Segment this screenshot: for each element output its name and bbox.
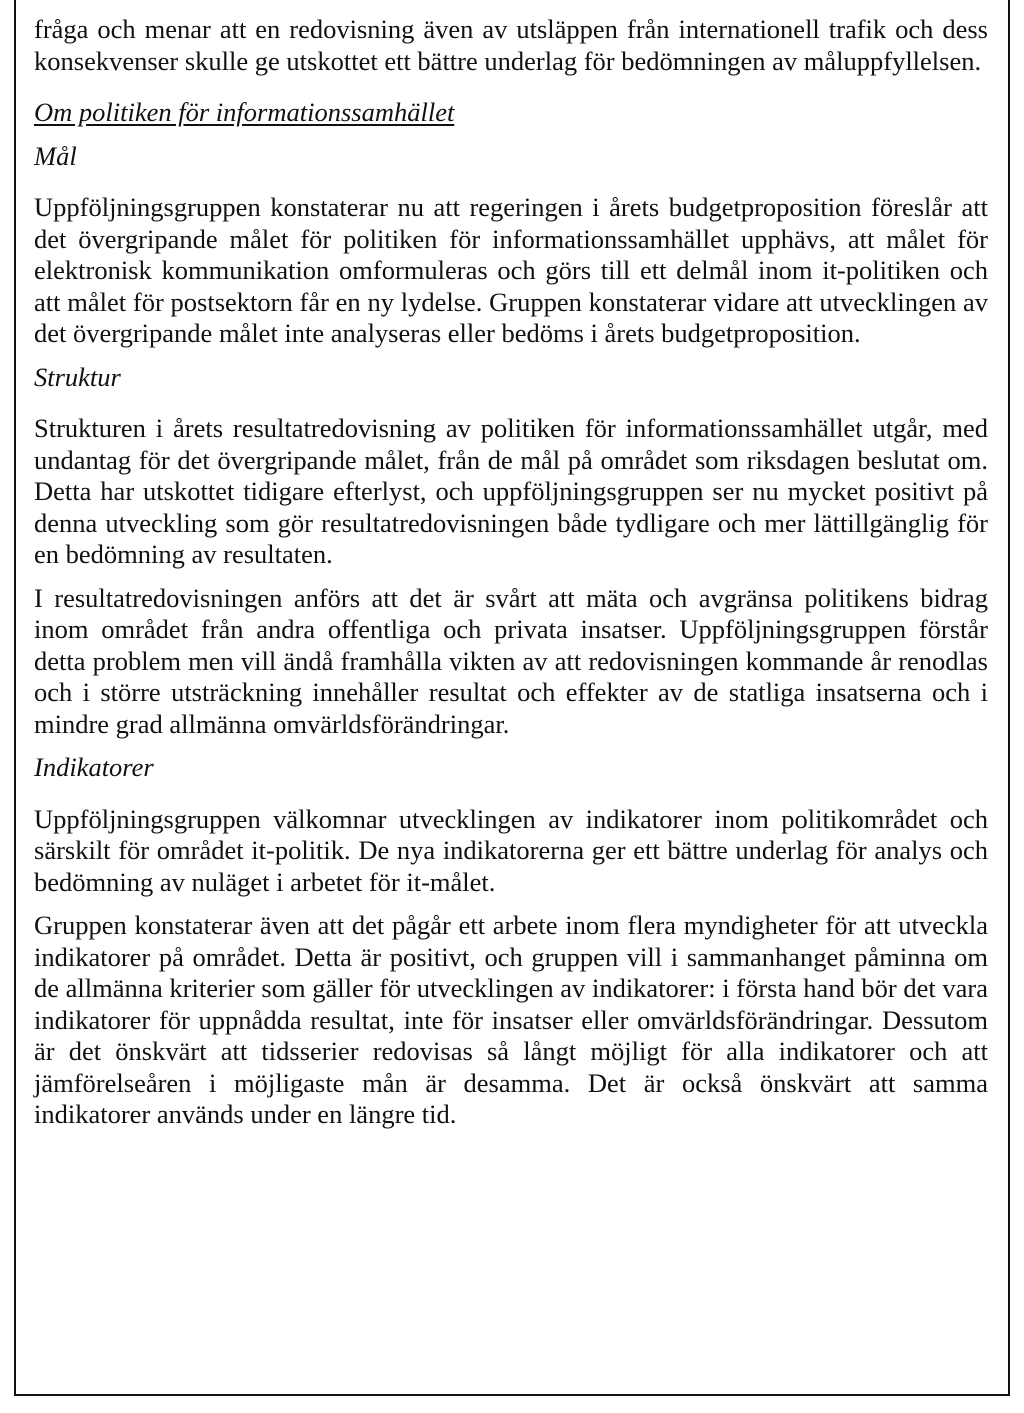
subheading-indicators: Indikatorer [34,752,154,782]
paragraph-emissions-continued: fråga och menar att en redovisning även av utsläppen från internationell trafik och dess konsekvenser skulle ge utskottet ett bättre underlag för bedömningen av måluppfyllelsen. [34,14,988,76]
paragraph-goals: Uppföljningsgruppen konstaterar nu att regeringen i årets budgetproposition föreslår att det övergripande målet för politiken för informationssamhället upphävs, att målet för elektronisk kommunikation omformuleras och görs till ett delmål inom it-politiken och att målet för postsektorn får en ny lydelse. Gruppen konstaterar vidare att utvecklingen av det övergripande målet inte analyseras eller bedöms i årets budgetproposition. [34,192,988,348]
subheading-goals: Mål [34,140,77,171]
paragraph-results-reporting: I resultatredovisningen anförs att det är svårt att mäta och avgränsa politikens bidrag inom området från andra offentliga och privata insatser. Uppföljningsgruppen förstår detta problem men vill ändå framhålla vikten av att redovisningen kommande år renodlas och i större utsträckning innehåller resultat och effekter av de statliga insatserna och i mindre grad allmänna omvärldsförändringar. [34,582,988,739]
document-page [14,0,1010,1396]
section-heading-information-society: Om politiken för informationssamhället [34,97,455,127]
paragraph-indicators-criteria: Gruppen konstaterar även att det pågår ett arbete inom flera myndigheter för att utveckla indikatorer på området. Detta är positivt, och gruppen vill i sammanhanget påminna om de allmänna kriterier som gäller för utvecklingen av indikatorer: i första hand bör det vara indikatorer för uppnådda resultat, inte för insatser eller omvärldsförändringar. Dessutom är det önskvärt att tidsserier redovisas så långt möjligt för alla indikatorer och att jämförelseåren i möjligaste mån är desamma. Det är också önskvärt att samma indikatorer används under en längre tid. [34,910,988,1129]
paragraph-structure: Strukturen i årets resultatredovisning av politiken för informationssamhället utgår, med undantag för det övergripande målet, från de mål på området som riksdagen beslutat om. Detta har utskottet tidigare efterlyst, och uppföljningsgruppen ser nu mycket positivt på denna utveckling som gör resultatredovisningen både tydligare och mer lättillgänglig för en bedömning av resultaten. [34,413,988,569]
paragraph-indicators-welcome: Uppföljningsgruppen välkomnar utvecklingen av indikatorer inom politikområdet och särskilt för området it-politik. De nya indikatorerna ger ett bättre underlag för analys och bedömning av nuläget i arbetet för it-målet. [34,803,988,897]
subheading-structure: Struktur [34,361,121,392]
